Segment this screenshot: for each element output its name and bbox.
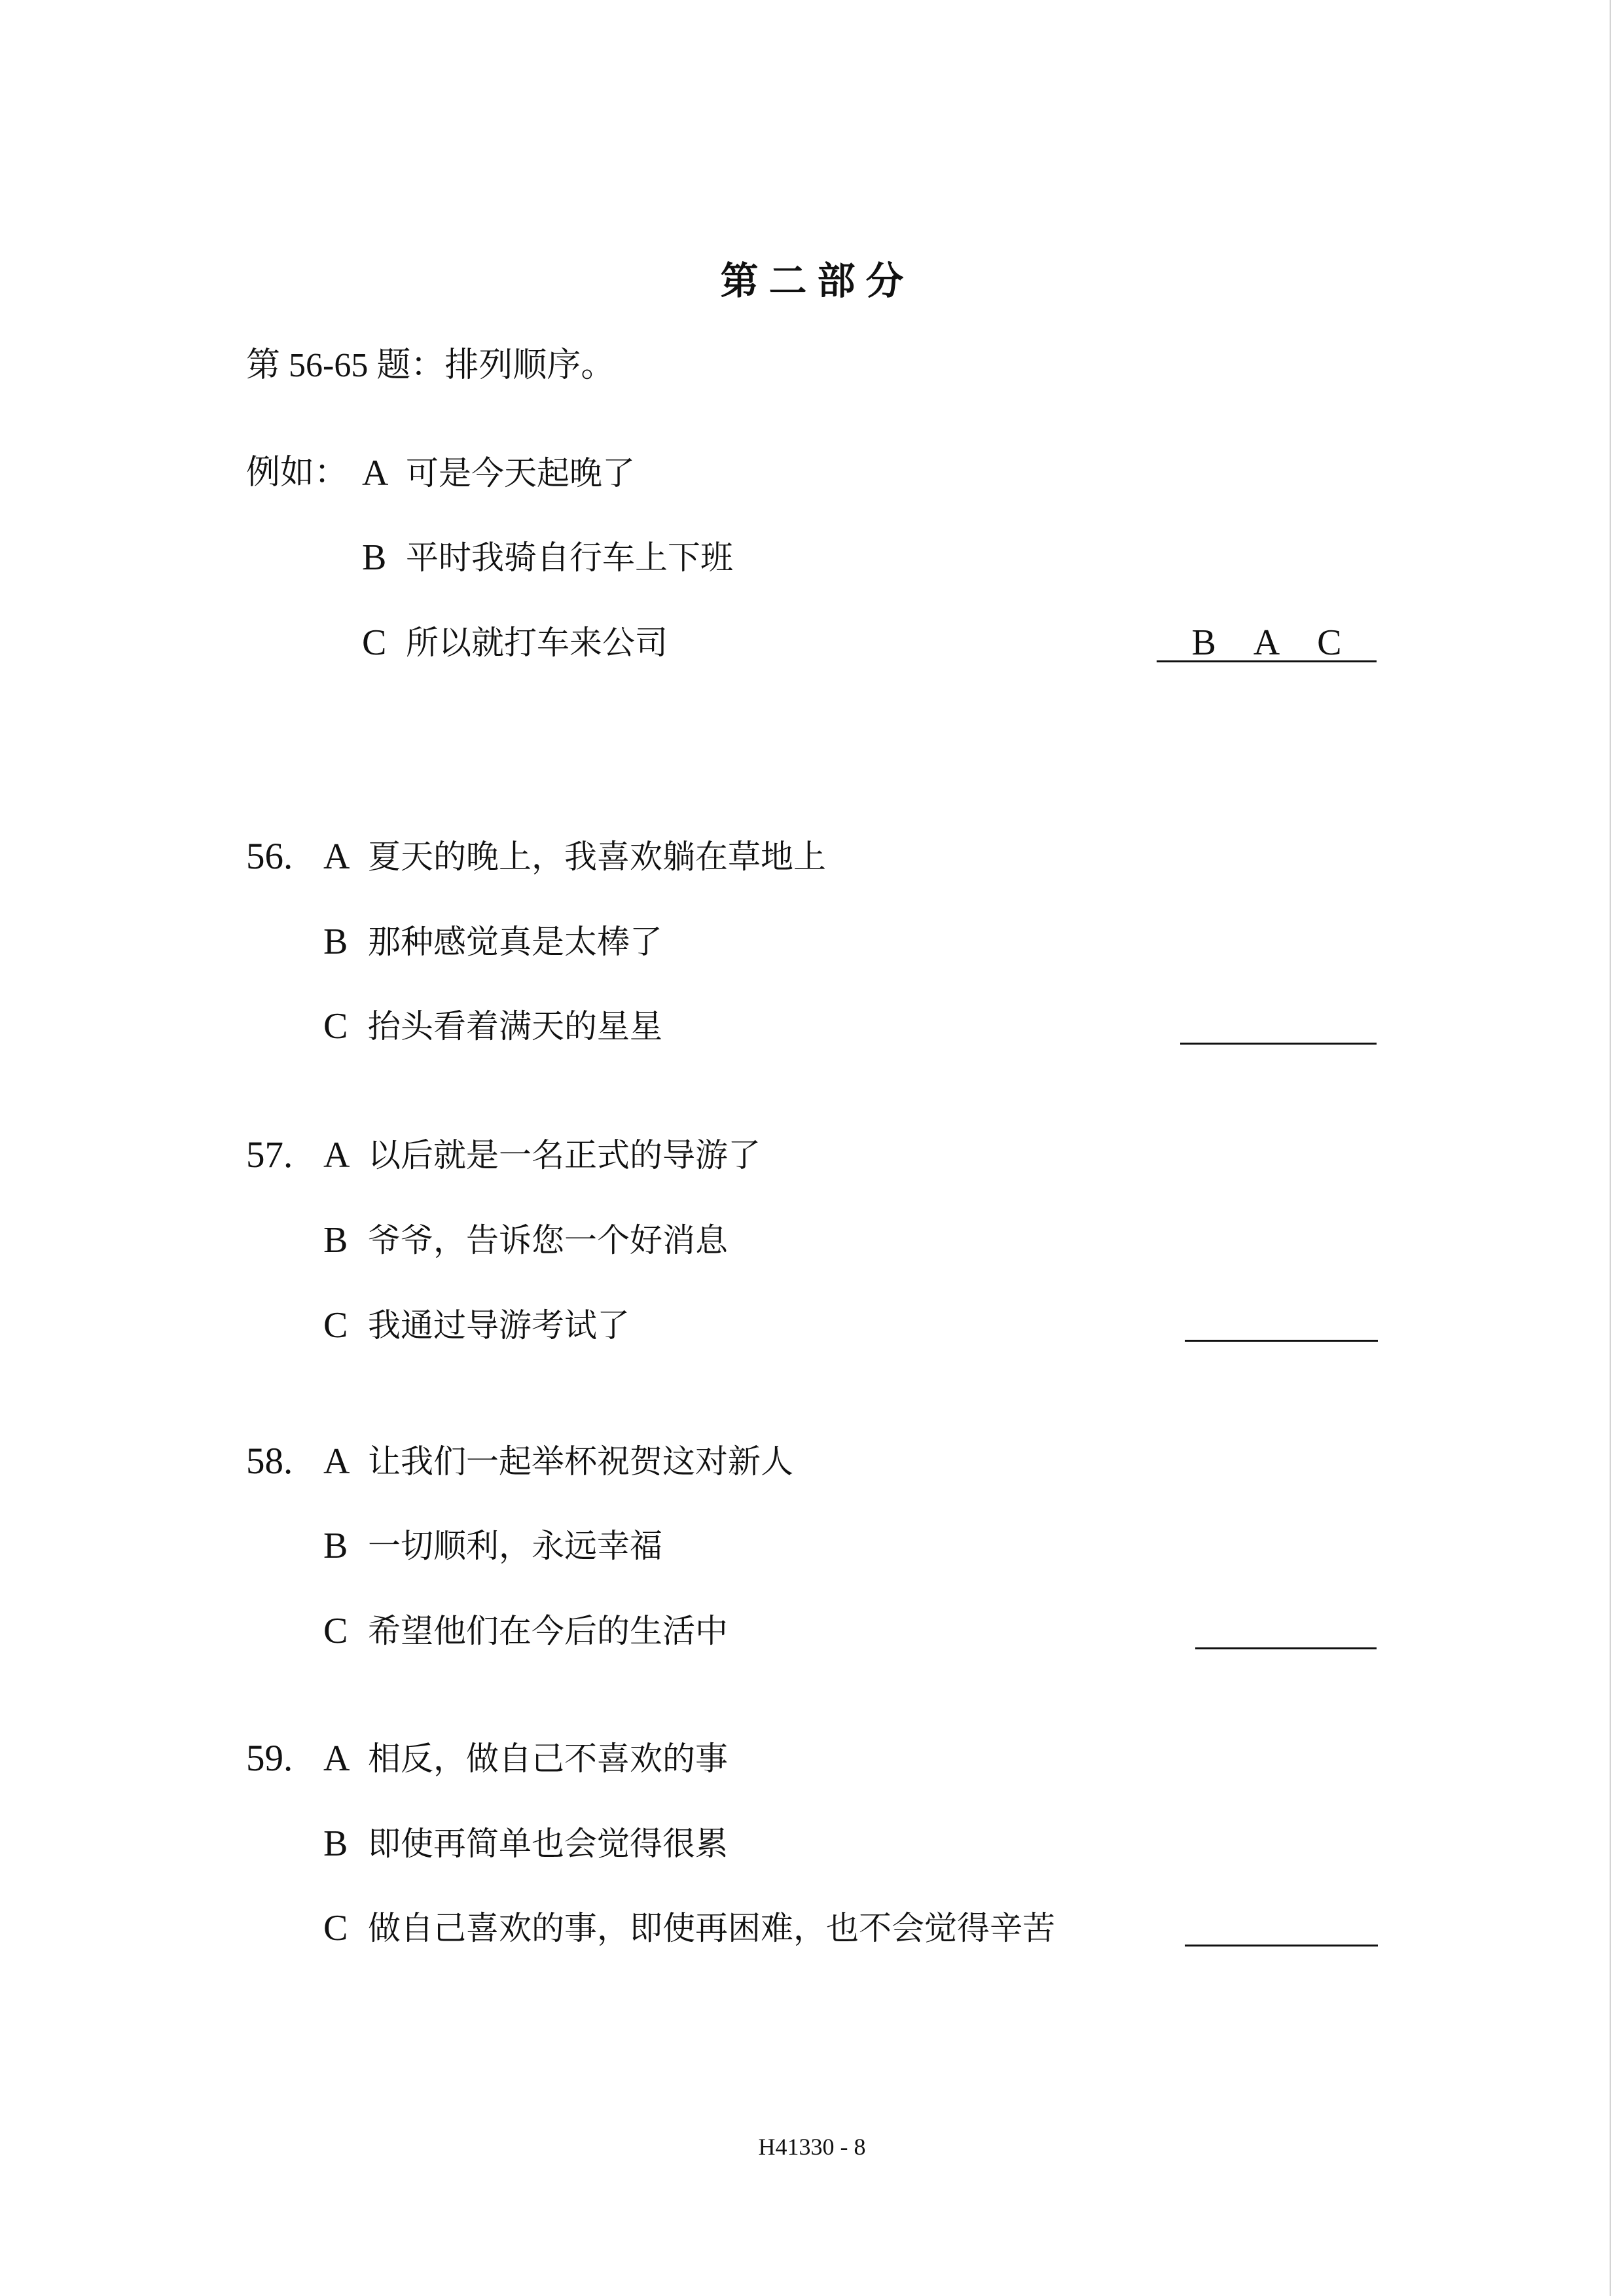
option-letter: B — [323, 1526, 348, 1566]
question-option-a — [0, 1136, 1624, 1175]
example-label: 例如： — [246, 454, 349, 492]
option-text: 希望他们在今后的生活中 — [368, 1613, 728, 1649]
option-letter: A — [323, 1135, 350, 1175]
question-option-a — [0, 1739, 1624, 1778]
option-text: 爷爷，告诉您一个好消息 — [368, 1222, 728, 1259]
option-letter: C — [323, 1611, 348, 1651]
option-text: 以后就是一名正式的导游了 — [368, 1137, 761, 1174]
option-letter: A — [323, 1441, 350, 1482]
option-letter: A — [362, 453, 389, 493]
section-title: 第二部分 — [720, 260, 914, 302]
question-option-a — [0, 837, 1624, 876]
question-number: 56. — [246, 836, 293, 877]
answer-blank — [1185, 1340, 1378, 1342]
example-option-c — [0, 623, 1624, 662]
option-text: 所以就打车来公司 — [406, 624, 668, 661]
option-letter: C — [323, 1006, 348, 1047]
example-option-a — [0, 454, 1624, 493]
option-letter: B — [323, 1220, 348, 1261]
option-letter: C — [323, 1908, 348, 1948]
question-option-c — [0, 1611, 1624, 1651]
question-option-b — [0, 1824, 1624, 1863]
question-number: 57. — [246, 1134, 293, 1175]
example-answer: B A C — [1157, 623, 1377, 662]
option-letter: C — [362, 622, 387, 663]
instructions: 第 56-65 题：排列顺序。 — [246, 347, 615, 384]
question-option-c — [0, 1306, 1624, 1345]
option-letter: C — [323, 1305, 348, 1346]
option-letter: B — [323, 1823, 348, 1864]
option-letter: B — [362, 537, 387, 578]
question-option-c — [0, 1007, 1624, 1046]
option-text: 平时我骑自行车上下班 — [406, 539, 733, 576]
answer-blank — [1195, 1647, 1377, 1649]
question-option-b — [0, 1526, 1624, 1566]
question-number: 58. — [246, 1441, 293, 1482]
question-option-b — [0, 1221, 1624, 1260]
question-number: 59. — [246, 1738, 293, 1779]
option-letter: B — [323, 922, 348, 962]
option-text: 让我们一起举杯祝贺这对新人 — [368, 1443, 793, 1480]
option-text: 可是今天起晚了 — [406, 455, 635, 492]
option-text: 夏天的晚上，我喜欢躺在草地上 — [368, 838, 826, 875]
page-footer: H41330 - 8 — [758, 2134, 866, 2160]
answer-blank — [1180, 1043, 1377, 1045]
option-letter: A — [323, 836, 350, 877]
option-text: 一切顺利，永远幸福 — [368, 1528, 662, 1564]
example-option-b — [0, 538, 1624, 577]
option-text: 那种感觉真是太棒了 — [368, 924, 662, 960]
answer-blank — [1185, 1945, 1378, 1946]
question-option-c — [0, 1909, 1624, 1948]
option-text: 做自己喜欢的事，即使再困难，也不会觉得辛苦 — [368, 1910, 1055, 1946]
option-text: 相反，做自己不喜欢的事 — [368, 1740, 728, 1777]
option-text: 我通过导游考试了 — [368, 1307, 630, 1344]
option-letter: A — [323, 1738, 350, 1779]
option-text: 即使再简单也会觉得很累 — [368, 1825, 728, 1862]
question-option-a — [0, 1442, 1624, 1481]
option-text: 抬头看着满天的星星 — [368, 1008, 662, 1045]
question-option-b — [0, 922, 1624, 961]
